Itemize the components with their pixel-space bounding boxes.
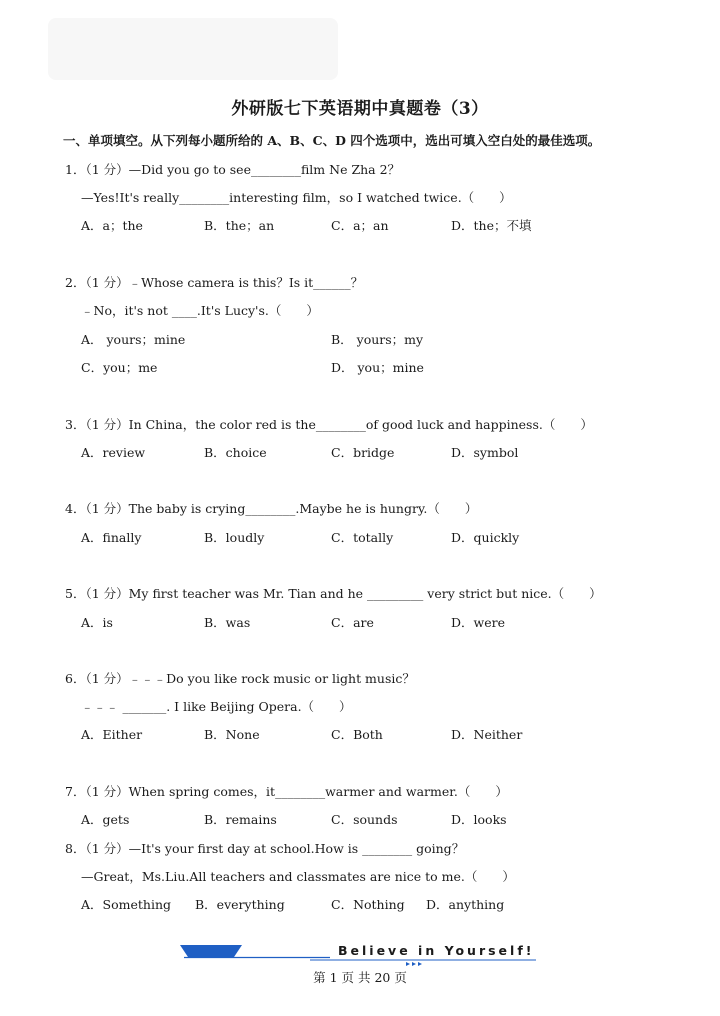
option-d: D．anything xyxy=(426,897,505,912)
option-a: A．Either xyxy=(81,727,143,742)
page-title: 外研版七下英语期中真题卷（3） xyxy=(231,99,489,119)
option-b: B．everything xyxy=(195,897,285,912)
option-d: D．quickly xyxy=(451,530,520,545)
option-d: D．the；不填 xyxy=(451,218,532,233)
option-d: D．Neither xyxy=(451,727,523,742)
option-b: B．choice xyxy=(204,445,267,460)
question-line: —Great，Ms.Liu.All teachers and classmates are nice to me.（ ） xyxy=(81,869,515,884)
footer-blue-block xyxy=(180,945,242,957)
section-instructions: 一、单项填空。从下列每小题所给的 A、B、C、D 四个选项中，选出可填入空白处的最佳选项。 xyxy=(63,133,601,148)
option-b: B．None xyxy=(204,727,260,742)
question-stem: 1．（1 分）—Did you go to see________film Ne Zha 2？ xyxy=(65,162,401,177)
question-line: ﹣﹣﹣ _______. I like Beijing Opera.（ ） xyxy=(81,699,352,714)
option-a: A．Something xyxy=(81,897,171,912)
option-c: C．bridge xyxy=(331,445,395,460)
option-b: B．was xyxy=(204,615,251,630)
question-stem: 2．（1 分）﹣Whose camera is this？Is it______？ xyxy=(65,275,364,290)
question-stem: 5．（1 分）My first teacher was Mr. Tian and he _________ very strict but nice.（ ） xyxy=(65,586,602,601)
option-c: C．are xyxy=(331,615,374,630)
option-b: B． yours；my xyxy=(331,332,424,347)
option-c: C．you；me xyxy=(81,360,158,375)
question-stem: 6．（1 分）﹣﹣﹣Do you like rock music or light music？ xyxy=(65,671,415,686)
question-stem: 7．（1 分）When spring comes，it________warmer and warmer.（ ） xyxy=(65,784,508,799)
question-stem: 4．（1 分）The baby is crying________.Maybe he is hungry.（ ） xyxy=(65,501,478,516)
option-d: D．symbol xyxy=(451,445,519,460)
question-stem: 8．（1 分）—It's your first day at school.How is ________ going？ xyxy=(65,841,465,856)
option-d: D． you；mine xyxy=(331,360,424,375)
scan-smudge xyxy=(48,18,338,80)
option-b: B．the；an xyxy=(204,218,275,233)
option-c: C．totally xyxy=(331,530,394,545)
option-c: C．Nothing xyxy=(331,897,405,912)
option-c: C．Both xyxy=(331,727,383,742)
option-a: A． yours；mine xyxy=(81,332,186,347)
option-c: C．sounds xyxy=(331,812,398,827)
option-b: B．remains xyxy=(204,812,277,827)
question-line: ﹣No，it's not ____.It's Lucy's.（ ） xyxy=(81,303,319,318)
option-d: D．were xyxy=(451,615,505,630)
option-a: A．gets xyxy=(81,812,130,827)
option-d: D．looks xyxy=(451,812,507,827)
question-stem: 3．（1 分）In China，the color red is the________of good luck and happiness.（ ） xyxy=(65,417,593,432)
page-number: 第 1 页 共 20 页 xyxy=(313,970,407,985)
option-a: A．review xyxy=(81,445,146,460)
option-a: A．is xyxy=(81,615,113,630)
option-c: C．a；an xyxy=(331,218,389,233)
option-b: B．loudly xyxy=(204,530,265,545)
option-a: A．finally xyxy=(81,530,142,545)
option-a: A．a；the xyxy=(81,218,143,233)
question-line: —Yes!It's really________interesting film，so I watched twice.（ ） xyxy=(81,190,512,205)
footer-slogan: Believe in Yourself! xyxy=(338,943,535,958)
footer-arrows-icon xyxy=(406,962,422,966)
